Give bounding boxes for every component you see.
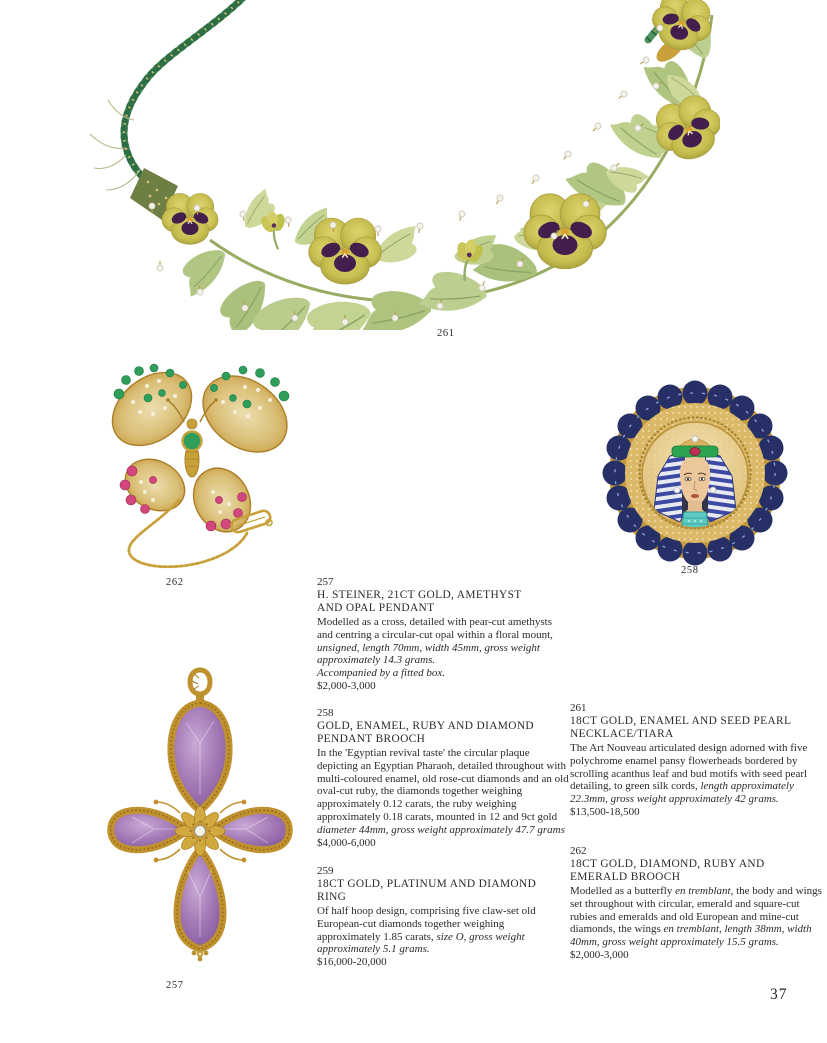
lot-title: [570, 715, 823, 742]
lot-entry-262: [570, 845, 823, 962]
lot-number: 262: [570, 845, 587, 857]
lot-number: 257: [317, 576, 334, 588]
lot-description: Modelled as a butterfly en tremblant, the body and wings set throughout with circular, emerald and square-cut rubies and emeralds and old European and mine-cut diamonds, the wings en tremblant, length 38mm, width 40mm, gross weight approximately 15.5 grams.: [570, 884, 822, 949]
bottom-finial: [192, 951, 209, 962]
silk-cord: [90, 0, 245, 220]
lot-257-photo: [102, 665, 298, 965]
lot-number: 259: [317, 865, 334, 877]
lot-note: Accompanied by a fitted box.: [317, 667, 445, 680]
lot-entry-258: [317, 707, 570, 850]
lot-261-caption: 261: [437, 328, 455, 339]
lot-title-line: 18CT GOLD, DIAMOND, RUBY AND: [570, 857, 765, 870]
lot-estimate: $2,000-3,000: [317, 680, 376, 693]
centre-flower-opal: [175, 806, 225, 856]
lot-title: [317, 720, 570, 747]
lot-title: [570, 858, 823, 885]
lot-title-line: EMERALD BROOCH: [570, 871, 681, 884]
lot-258-caption: 258: [681, 565, 699, 576]
lot-title-line: 18CT GOLD, PLATINUM AND DIAMOND: [317, 877, 537, 890]
lot-title-line: AND OPAL PENDANT: [317, 602, 435, 615]
pendant-bail: [190, 670, 210, 703]
lot-estimate: $4,000-6,000: [317, 837, 376, 850]
lot-262-photo: [95, 352, 315, 587]
lot-262-caption: 262: [166, 577, 184, 588]
lot-number: 258: [317, 707, 334, 719]
lot-estimate: $2,000-3,000: [570, 949, 629, 962]
round-brooch-illustration: [598, 380, 793, 575]
lot-description: The Art Nouveau articulated design adorned with five polychrome enamel pansy flowerheads bordered by scrolling acanthus leaf and bud motifs with seed pearl detailing, to green silk cords, length approximately 22.3mm, gross weight approximately 42 grams.: [570, 741, 808, 806]
lot-description: In the 'Egyptian revival taste' the circular plaque depicting an Egyptian Pharaoh, detailed throughout with multi-coloured enamel, old rose-cut diamonds and an old oval-cut ruby, the diamonds together weighing approximately 0.12 carats, the ruby weighing approximately 0.18 carats, mounted in 12 and 9ct gold diameter 44mm, gross weight approximately 47.7 grams: [317, 746, 569, 837]
butterfly-illustration: [95, 352, 315, 587]
lot-entry-257: [317, 576, 570, 693]
foliage-garland: [178, 11, 713, 330]
lot-entry-259: [317, 865, 570, 969]
page-number: 37: [770, 986, 788, 1003]
lot-title: [317, 878, 570, 905]
lot-estimate: $13,500-18,500: [570, 806, 640, 819]
lot-261-photo: [60, 0, 720, 330]
lot-description: Modelled as a cross, detailed with pear-cut amethysts and centring a circular-cut opal within a floral mount, unsigned, length 70mm, width 45mm, gross weight approximately 14.3 grams.: [317, 615, 553, 667]
tiara-illustration: [60, 0, 720, 330]
lot-title: [317, 589, 570, 616]
lot-title-line: RING: [317, 891, 347, 904]
butterfly-wings: [98, 357, 301, 541]
lot-258-photo: [598, 380, 793, 575]
lot-257-caption: 257: [166, 980, 184, 991]
cross-pendant-illustration: [102, 665, 298, 965]
lot-entry-261: [570, 702, 823, 819]
lot-description: Of half hoop design, comprising five claw-set old European-cut diamonds together weighing approximately 1.85 carats, size O, gross weight approximately 5.1 grams.: [317, 904, 536, 956]
lot-title-line: PENDANT BROOCH: [317, 733, 426, 746]
lot-estimate: $16,000-20,000: [317, 956, 387, 969]
lot-title-line: GOLD, ENAMEL, RUBY AND DIAMOND: [317, 719, 534, 732]
lot-title-line: 18CT GOLD, ENAMEL AND SEED PEARL: [570, 714, 792, 727]
lot-title-line: H. STEINER, 21CT GOLD, AMETHYST: [317, 588, 522, 601]
lot-number: 261: [570, 702, 587, 714]
lot-title-line: NECKLACE/TIARA: [570, 728, 674, 741]
